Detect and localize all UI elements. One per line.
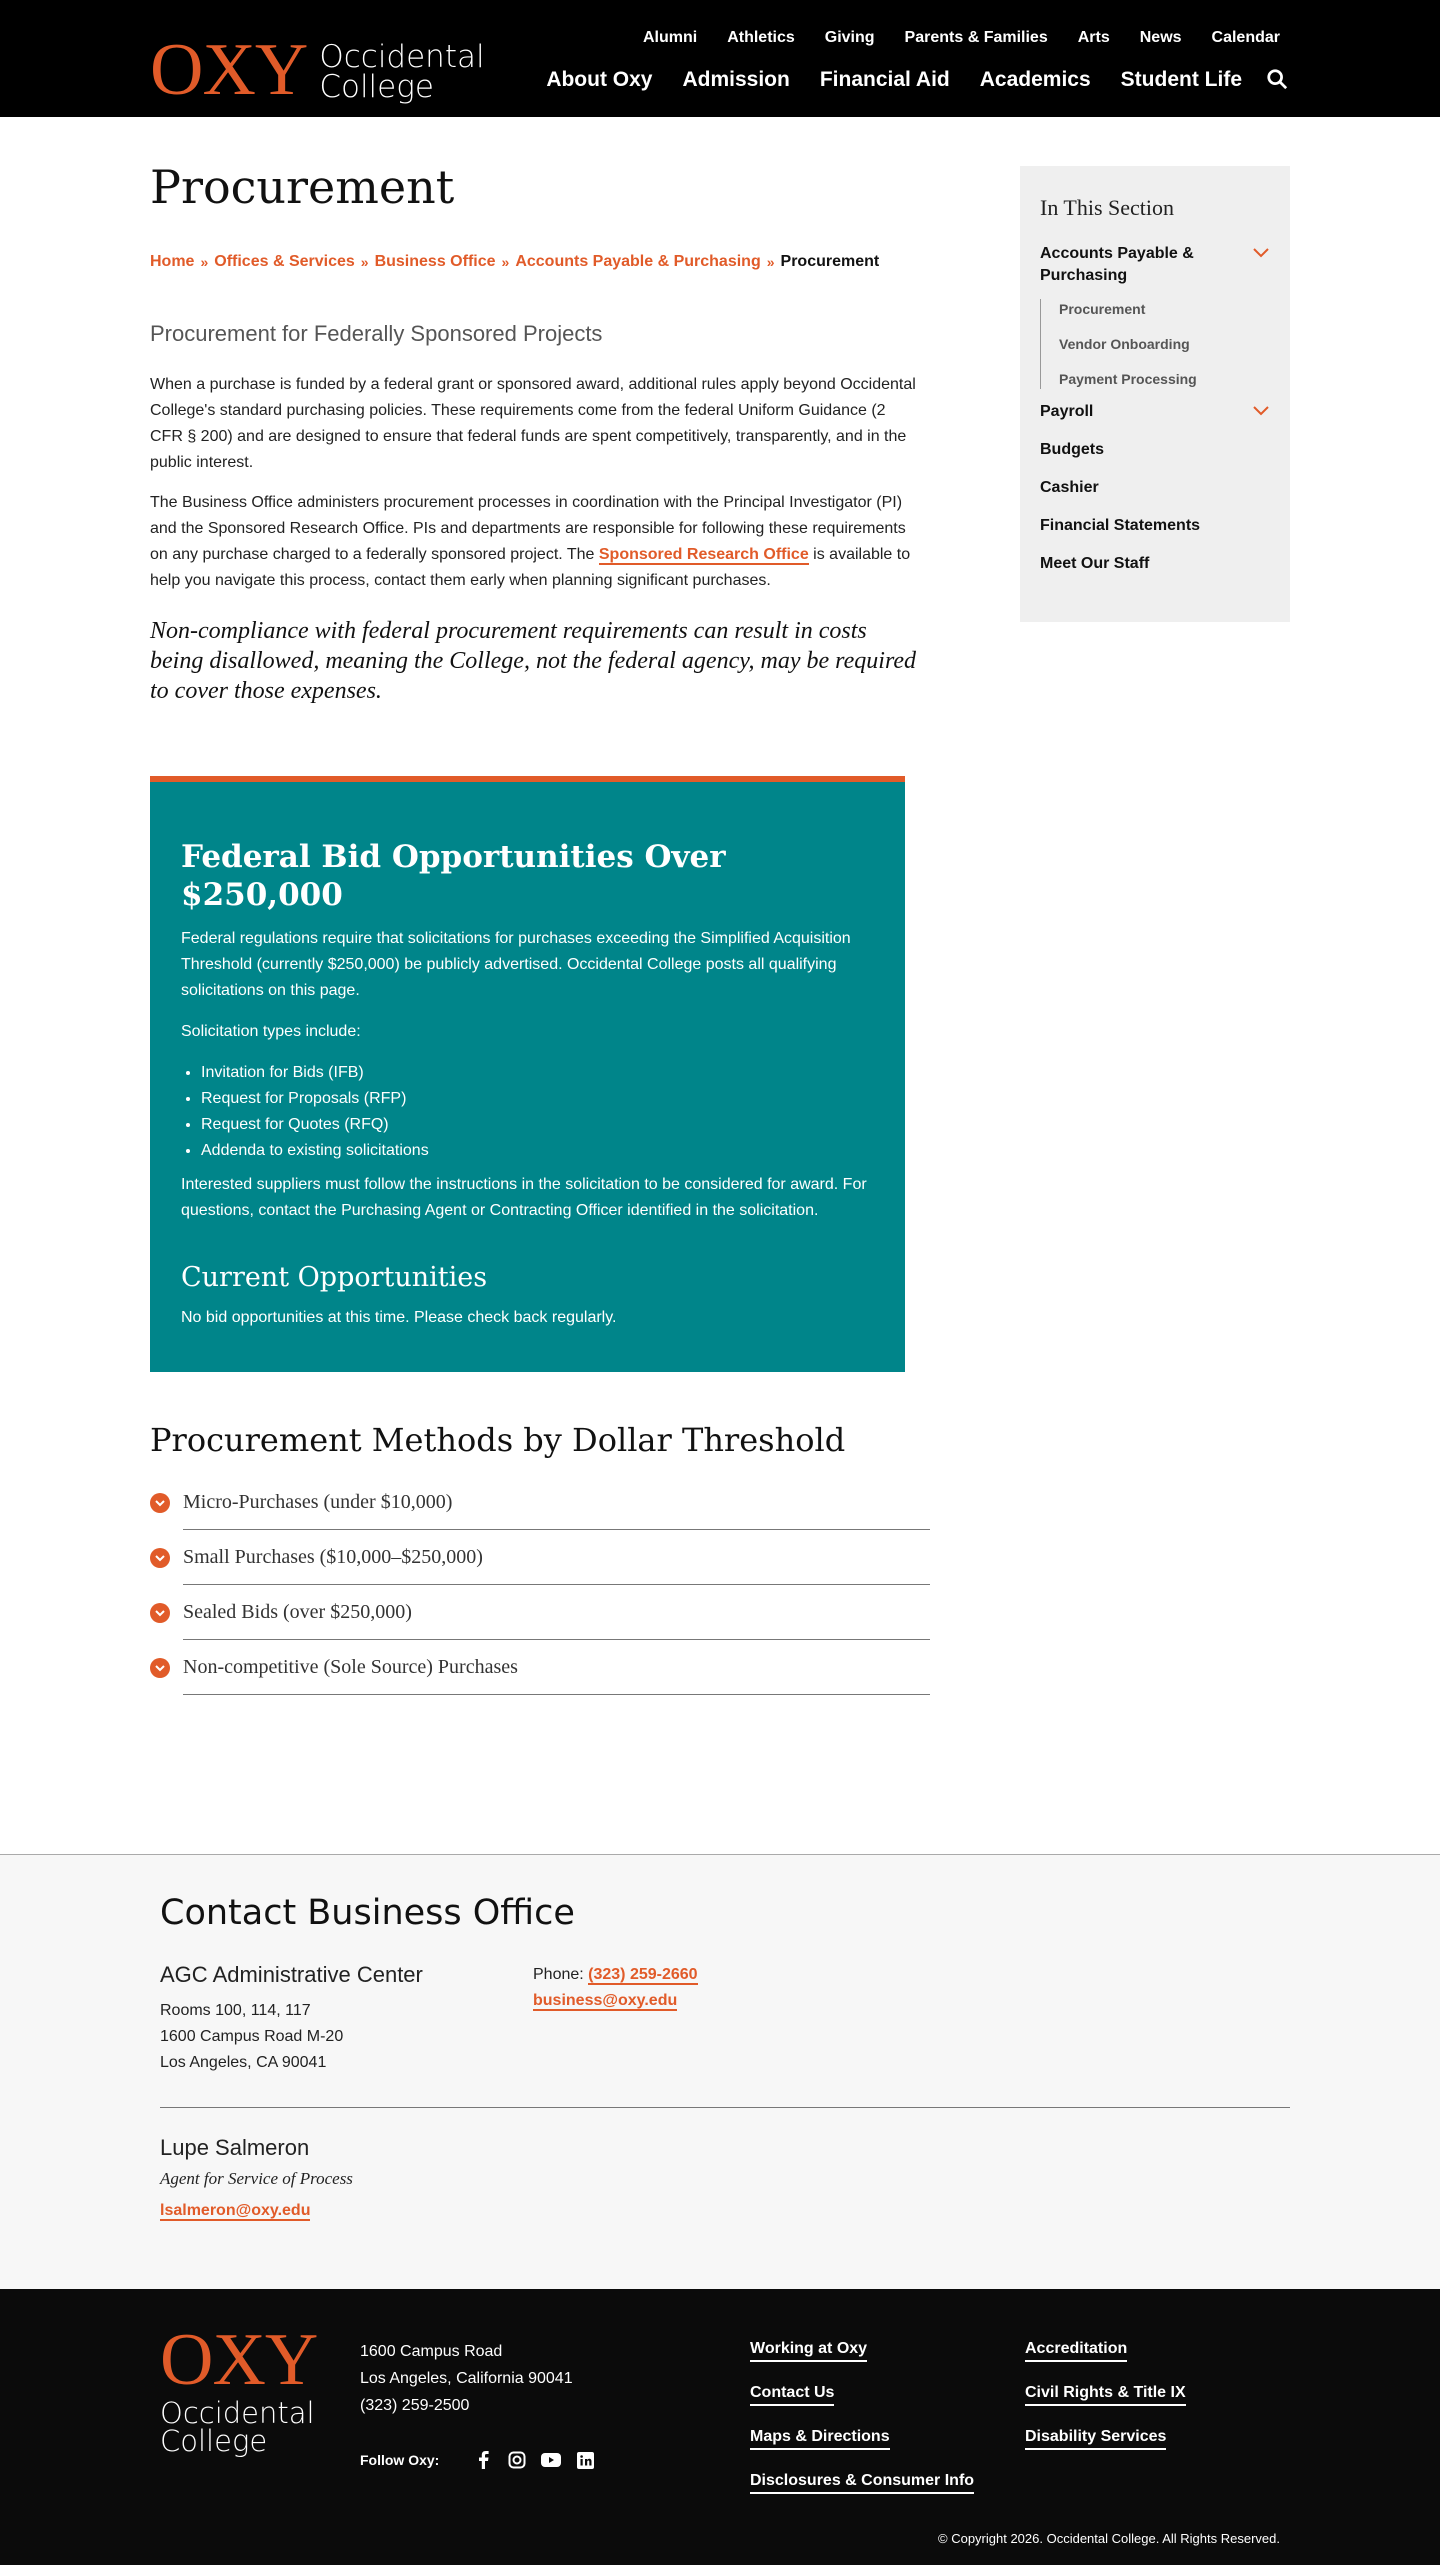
methods-accordion (150, 1475, 930, 1695)
search-button[interactable] (1266, 68, 1290, 92)
main-nav-financial-aid[interactable]: Financial Aid (819, 68, 950, 91)
bid-box-instructions: Interested suppliers must follow the instructions in the solicitation to be considered for award. For questions, contact the Purchasing Agent or Contracting Officer identified in the solicitation. (181, 1176, 867, 1219)
sidebar-subitem-payment-processing[interactable]: Payment Processing (1059, 371, 1197, 387)
current-opportunities-text: No bid opportunities at this time. Please check back regularly. (181, 1309, 617, 1326)
breadcrumb-separator: » (200, 254, 209, 270)
accordion-label: Micro-Purchases (under $10,000) (183, 1491, 453, 1513)
sidebar-item-financial-statements[interactable]: Financial Statements (1040, 517, 1201, 534)
contact-title: Contact Business Office (160, 1893, 575, 1933)
bid-box-title: Federal Bid Opportunities Over $250,000 (181, 839, 726, 913)
utility-nav (613, 29, 1280, 47)
footer-address: 1600 Campus Road Los Angeles, California 90041 (323) 259-2500 (360, 2343, 573, 2414)
list-item: • Addenda to existing solicitations (201, 1138, 874, 1164)
footer-link-contact-us[interactable]: Contact Us (750, 2382, 834, 2406)
contact-section (0, 1854, 1440, 2289)
accordion-item-small-purchases[interactable] (150, 1530, 930, 1585)
util-nav-calendar[interactable]: Calendar (1211, 29, 1280, 46)
chevron-down-icon[interactable] (1252, 405, 1270, 417)
contact-person-email[interactable]: lsalmeron@oxy.edu (160, 2202, 311, 2219)
breadcrumb-offices[interactable]: Offices & Services (214, 253, 355, 270)
copyright: © Copyright 2026. Occidental College. All Rights Reserved. (938, 2531, 1280, 2546)
compliance-quote: Non-compliance with federal procurement requirements can result in costs being disallowed, meaning the College, not the federal agency, may be required to cover those expenses. (150, 618, 917, 704)
util-nav-parents-families[interactable]: Parents & Families (904, 29, 1048, 46)
chevron-down-icon (150, 1548, 170, 1568)
logo-mark: OXY (150, 29, 308, 111)
contact-person-role: Agent for Service of Process (160, 2169, 353, 2188)
footer-link-maps-directions[interactable]: Maps & Directions (750, 2426, 890, 2450)
footer-link-civil-rights[interactable]: Civil Rights & Title IX (1025, 2382, 1186, 2406)
search-icon (1266, 68, 1288, 90)
solicitation-types-list (201, 1060, 874, 1164)
util-nav-athletics[interactable]: Athletics (727, 29, 795, 46)
main-nav-admission[interactable]: Admission (682, 68, 790, 91)
footer-link-disability-services[interactable]: Disability Services (1025, 2426, 1166, 2450)
breadcrumb-current: Procurement (780, 253, 880, 270)
util-nav-arts[interactable]: Arts (1077, 29, 1110, 46)
footer-social (360, 2450, 609, 2470)
current-opportunities-title: Current Opportunities (181, 1262, 488, 1293)
sidebar-subitem-procurement[interactable]: Procurement (1059, 301, 1146, 317)
facebook-icon[interactable] (473, 2450, 493, 2470)
section-sidebar (1020, 166, 1290, 622)
chevron-down-icon[interactable] (1252, 247, 1270, 259)
footer-link-accreditation[interactable]: Accreditation (1025, 2338, 1127, 2362)
breadcrumb-home[interactable]: Home (150, 253, 195, 270)
footer-link-disclosures[interactable]: Disclosures & Consumer Info (750, 2470, 974, 2494)
contact-address: Rooms 100, 114, 117 1600 Campus Road M-20 Los Angeles, CA 90041 (160, 2002, 344, 2071)
footer-link-working-at-oxy[interactable]: Working at Oxy (750, 2338, 867, 2362)
accordion-label: Sealed Bids (over $250,000) (183, 1601, 412, 1623)
contact-divider (160, 2107, 1290, 2108)
list-item: • Request for Quotes (RFQ) (201, 1112, 874, 1138)
office-paragraph: The Business Office administers procurement processes in coordination with the Principal Investigator (PI) and the Sponsored Research Office. PIs and departments are responsible for following these requirements on any purchase charged to a federally sponsored project. The Sponsored Research Office is available to help you navigate this process, contact them early when planning significant purchases. (150, 494, 911, 589)
main-nav (516, 68, 1290, 92)
youtube-icon[interactable] (541, 2450, 561, 2470)
footer-links-secondary (1025, 2338, 1186, 2470)
util-nav-giving[interactable]: Giving (824, 29, 875, 46)
accordion-label: Non-competitive (Sole Source) Purchases (183, 1656, 518, 1678)
site-logo[interactable] (150, 29, 485, 111)
main-nav-about[interactable]: About Oxy (546, 68, 653, 91)
page-title: Procurement (150, 160, 455, 214)
federal-bid-box (150, 776, 905, 1372)
chevron-down-icon (150, 1658, 170, 1678)
breadcrumb-separator: » (360, 254, 369, 270)
main-nav-student-life[interactable]: Student Life (1120, 68, 1242, 91)
list-item: • Request for Proposals (RFP) (201, 1086, 874, 1112)
accordion-label: Small Purchases ($10,000–$250,000) (183, 1546, 483, 1568)
sidebar-item-budgets[interactable]: Budgets (1040, 441, 1104, 458)
sponsored-research-link[interactable]: Sponsored Research Office (598, 546, 809, 563)
sidebar-item-cashier[interactable]: Cashier (1040, 479, 1099, 496)
sidebar-item-accounts-payable[interactable]: Accounts Payable & Purchasing (1040, 243, 1270, 287)
intro-paragraph: When a purchase is funded by a federal grant or sponsored award, additional rules apply beyond Occidental College's standard purchasing policies. These requirements come from the federal Uniform Guidance (2 CFR § 200) and are designed to ensure that federal funds are spent competitively, transparently, and in the public interest. (150, 376, 916, 471)
contact-building: AGC Administrative Center (160, 1962, 423, 1987)
main-nav-academics[interactable]: Academics (979, 68, 1091, 91)
util-nav-news[interactable]: News (1139, 29, 1182, 46)
sidebar-title: In This Section (1040, 195, 1175, 220)
solicitation-types-label: Solicitation types include: (181, 1023, 361, 1040)
contact-phone-email: Phone: (323) 259-2660 business@oxy.edu (533, 1966, 698, 2009)
breadcrumb-business-office[interactable]: Business Office (374, 253, 496, 270)
breadcrumb-accounts-payable[interactable]: Accounts Payable & Purchasing (515, 253, 761, 270)
bid-box-intro: Federal regulations require that solicitations for purchases exceeding the Simplified Acquisition Threshold (currently $250,000) be publicly advertised. Occidental College posts all qualifying solicitations on this page. (181, 930, 851, 999)
footer-logo[interactable]: OXY Occidental College (160, 2319, 318, 2458)
sidebar-sublist (1040, 299, 1270, 389)
methods-title: Procurement Methods by Dollar Threshold (150, 1421, 846, 1459)
chevron-down-icon (150, 1493, 170, 1513)
sidebar-subitem-vendor-onboarding[interactable]: Vendor Onboarding (1059, 336, 1190, 352)
breadcrumb-separator: » (501, 254, 510, 270)
chevron-down-icon (150, 1603, 170, 1623)
accordion-item-sealed-bids[interactable] (150, 1585, 930, 1640)
accordion-item-sole-source[interactable] (150, 1640, 930, 1695)
sidebar-item-meet-our-staff[interactable]: Meet Our Staff (1040, 555, 1150, 572)
linkedin-icon[interactable] (575, 2450, 595, 2470)
breadcrumb (150, 253, 879, 271)
contact-phone-link[interactable]: (323) 259-2660 (588, 1966, 698, 1983)
follow-label: Follow Oxy: (360, 2452, 440, 2468)
accordion-item-micro-purchases[interactable] (150, 1475, 930, 1530)
footer-links-primary (750, 2338, 974, 2514)
section-subheading: Procurement for Federally Sponsored Projects (150, 321, 603, 346)
contact-person-name: Lupe Salmeron (160, 2135, 310, 2160)
contact-email-link[interactable]: business@oxy.edu (533, 1992, 678, 2009)
instagram-icon[interactable] (507, 2450, 527, 2470)
util-nav-alumni[interactable]: Alumni (642, 29, 698, 46)
logo-name: Occidental College (319, 39, 485, 105)
site-header (0, 0, 1440, 117)
sidebar-item-payroll[interactable]: Payroll (1040, 401, 1270, 423)
site-footer (0, 2289, 1440, 2565)
list-item: • Invitation for Bids (IFB) (201, 1060, 874, 1086)
breadcrumb-separator: » (766, 254, 775, 270)
